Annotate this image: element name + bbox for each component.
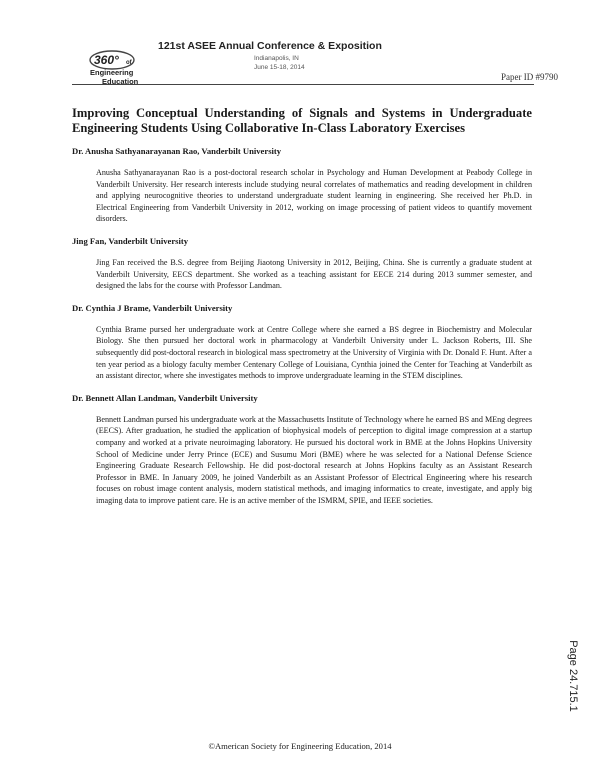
conference-dates: June 15-18, 2014 <box>254 64 305 71</box>
author-name: Dr. Bennett Allan Landman, Vanderbilt University <box>72 392 258 403</box>
author-name: Dr. Anusha Sathyanarayanan Rao, Vanderbilt University <box>72 146 282 156</box>
copyright-footer: ©American Society for Engineering Education, 2014 <box>208 741 392 751</box>
logo-engineering-text: Engineering <box>90 68 134 77</box>
asee-360-logo-graphic <box>88 46 158 86</box>
author-bio: Anusha Sathyanarayanan Rao is a post-doctoral research scholar in Psychology and Human Development at Peabody College in Vanderbilt University. Her research interests include studying neural correlates of mathematics and reading development in children and applying neurocognitive theories to understand undergraduate student learning in engineering. She received her Ph.D. in Electrical Engineering from Vanderbilt University in 2012, working on image processing of patient videos to quantify movement disorders. <box>96 168 532 224</box>
author-bio: Jing Fan received the B.S. degree from Beijing Jiaotong University in 2012, Beijing, China. She is currently a graduate student at Vanderbilt University, EECS department. She worked as a teaching assistant for EECE 214 during 2013 summer semester, and designed the labs for the course with Professor Landman. <box>96 257 532 291</box>
paper-body <box>72 106 532 517</box>
author-bio: Bennett Landman pursed his undergraduate work at the Massachusetts Institute of Technology where he earned BS and MEng degrees (EECS). After graduation, he studied the application of biophysical models of perception to digital image compression at a startup company and worked at a private neuroimaging laboratory. He pursued his doctoral work in BME at the Johns Hopkins University School of Medicine under Jerry Prince (ECE) and Susumu Mori (BME) where he was selected for a National Defense Science Engineering Graduate Research Fellowship. He did post-doctoral research at Johns Hopkins faculty as an Assistant Research Professor in BME. In January 2009, he joined Vanderbilt as an Assistant Professor of Electrical Engineering where his research focuses on robust image content analysis, modern statistical methods, and imaging informatics to create, investigate, and apply big imaging data to improve patient care. He is an active member of the ISMRM, SPIE, and IEEE societies. <box>96 414 532 505</box>
logo-education-text: Education <box>102 77 139 86</box>
logo-360-text: 360° <box>94 53 119 67</box>
logo-of-text: of <box>126 60 132 66</box>
author-name: Jing Fan, Vanderbilt University <box>72 235 189 246</box>
author-bio: Cynthia Brame pursed her undergraduate work at Centre College where she earned a BS degree in Biochemistry and Molecular Biology. She then pursued her doctoral work in pharmacology at Vanderbilt University under L. Jackson Roberts, III. She subsequently did post-doctoral research in biological mass spectrometry at the University of Virginia with Dr. Donald F. Hunt. After a ten year period as a biology faculty member Centenary College of Louisiana, Cynthia joined the Center for Teaching at Vanderbilt as an assistant director, where she investigates methods to improve undergraduate learning in the STEM disciplines. <box>96 324 532 381</box>
author-name: Dr. Cynthia J Brame, Vanderbilt University <box>72 302 233 313</box>
paper-title: Improving Conceptual Understanding of Signals and Systems in Undergraduate Engineering Students Using Collaborative In-Class Laboratory Exercises <box>72 106 532 135</box>
asee-360-logo <box>88 46 158 86</box>
conference-header <box>88 36 558 86</box>
conference-title: 121st ASEE Annual Conference & Exposition <box>158 40 382 52</box>
header-divider <box>72 84 534 85</box>
paper-id: Paper ID #9790 <box>501 72 558 82</box>
conference-location: Indianapolis, IN <box>254 55 299 62</box>
page-number-label: Page 24.715.1 <box>567 640 579 712</box>
